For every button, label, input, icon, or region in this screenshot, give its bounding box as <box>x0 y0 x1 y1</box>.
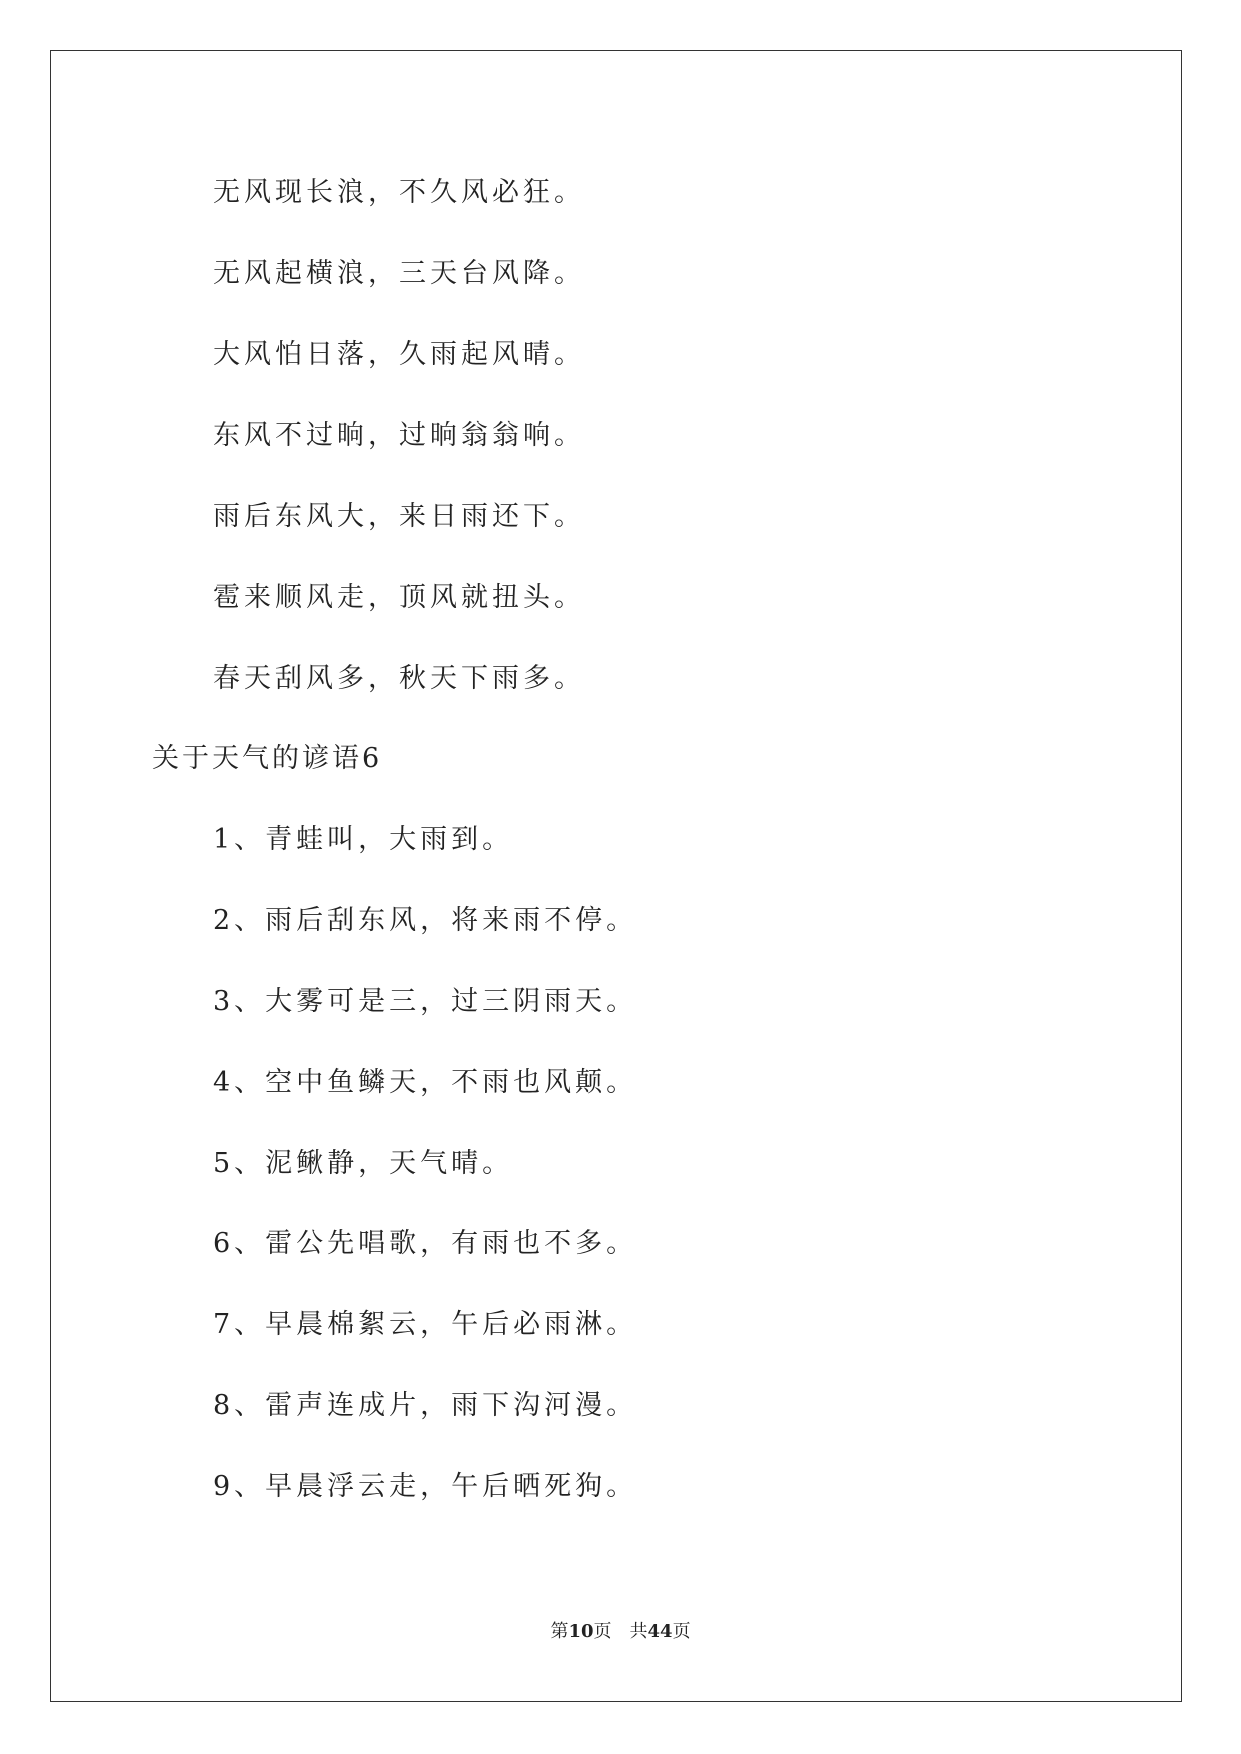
numbered-proverb: 6、雷公先唱歌，有雨也不多。 <box>213 1228 638 1259</box>
proverb-line: 春天刮风多，秋天下雨多。 <box>213 663 585 694</box>
proverb-line: 大风怕日落，久雨起风晴。 <box>213 339 585 370</box>
proverb-line: 无风现长浪，不久风必狂。 <box>213 177 585 208</box>
proverb-line: 无风起横浪，三天台风降。 <box>213 258 585 289</box>
numbered-proverb: 2、雨后刮东风，将来雨不停。 <box>213 905 638 936</box>
proverb-line: 雹来顺风走，顶风就扭头。 <box>213 582 585 613</box>
numbered-proverb: 3、大雾可是三，过三阴雨天。 <box>213 986 638 1017</box>
footer-middle: 页 共 <box>593 1621 648 1642</box>
proverb-line: 东风不过晌，过晌翁翁响。 <box>213 420 585 451</box>
current-page-number: 10 <box>568 1621 594 1642</box>
numbered-proverb: 7、早晨棉絮云，午后必雨淋。 <box>213 1309 638 1340</box>
footer-suffix: 页 <box>672 1621 691 1642</box>
numbered-proverb: 5、泥鳅静，天气晴。 <box>213 1148 514 1179</box>
numbered-proverb: 8、雷声连成片，雨下沟河漫。 <box>213 1390 638 1421</box>
footer-prefix: 第 <box>550 1621 569 1642</box>
page-footer <box>0 1623 1241 1641</box>
proverb-line: 雨后东风大，来日雨还下。 <box>213 501 585 532</box>
numbered-proverb: 1、青蛙叫，大雨到。 <box>213 824 514 855</box>
numbered-proverb: 4、空中鱼鳞天，不雨也风颠。 <box>213 1067 638 1098</box>
total-pages-number: 44 <box>647 1621 673 1642</box>
section-heading: 关于天气的谚语6 <box>152 743 383 774</box>
page-border <box>50 50 1182 1702</box>
numbered-proverb: 9、早晨浮云走，午后晒死狗。 <box>213 1471 638 1502</box>
